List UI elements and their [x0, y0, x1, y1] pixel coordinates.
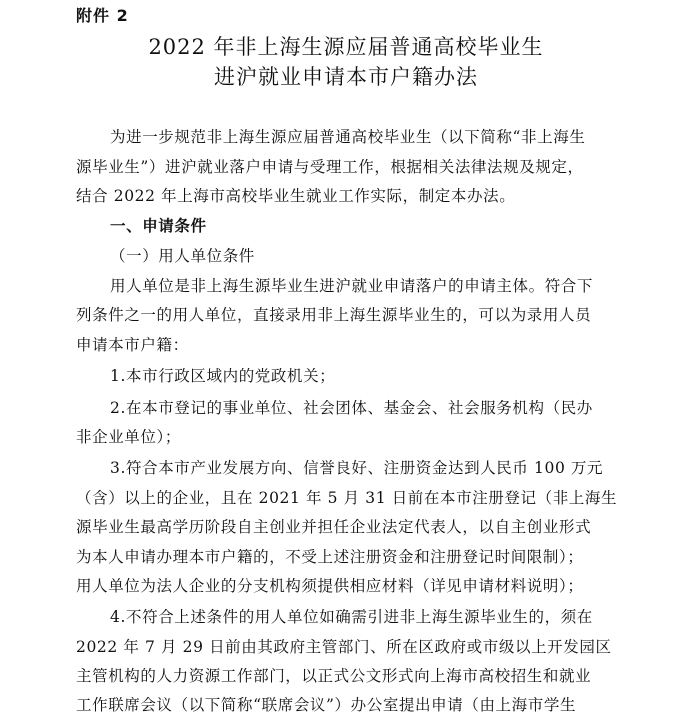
list-item-4-line-3: 主管机构的人力资源工作部门，以正式公文形式向上海市高校招生和就业 — [76, 667, 592, 685]
list-item-4-line-4: 工作联席会议（以下简称“联席会议”）办公室提出申请（由上海市学生 — [76, 696, 577, 714]
list-item-1: 1.本市行政区域内的党政机关； — [110, 367, 336, 385]
list-item-3-line-1: 3.符合本市产业发展方向、信誉良好、注册资金达到人民币 100 万元 — [110, 459, 604, 477]
document-title-line-1: 2022 年非上海生源应届普通高校毕业生 — [148, 35, 544, 59]
list-item-4-line-2: 2022 年 7 月 29 日前由其政府主管部门、所在区政府或市级以上开发园区 — [76, 638, 612, 656]
employer-paragraph-line-2: 列条件之一的用人单位，直接录用非上海生源毕业生的，可以为录用人员 — [76, 306, 592, 324]
subsection-heading-employer-conditions: （一）用人单位条件 — [110, 247, 255, 265]
employer-paragraph-line-3: 申请本市户籍： — [76, 336, 189, 354]
list-item-3-line-4: 为本人申请办理本市户籍的，不受上述注册资金和注册登记时间限制）； — [76, 548, 584, 566]
intro-paragraph-line-3: 结合 2022 年上海市高校毕业生就业工作实际，制定本办法。 — [76, 187, 516, 205]
document-title-line-2: 进沪就业申请本市户籍办法 — [214, 65, 478, 89]
employer-paragraph-line-1: 用人单位是非上海生源毕业生进沪就业申请落户的申请主体。符合下 — [110, 277, 594, 295]
attachment-label: 附件 2 — [76, 6, 129, 25]
list-item-4-line-1: 4.不符合上述条件的用人单位如确需引进非上海生源毕业生的，须在 — [110, 608, 593, 626]
section-heading-application-conditions: 一、申请条件 — [110, 217, 207, 235]
intro-paragraph-line-1: 为进一步规范非上海生源应届普通高校毕业生（以下简称“非上海生 — [110, 128, 586, 146]
list-item-3-line-5: 用人单位为法人企业的分支机构须提供相应材料（详见申请材料说明）； — [76, 577, 584, 595]
intro-paragraph-line-2: 源毕业生”）进沪就业落户申请与受理工作，根据相关法律法规及规定， — [76, 158, 584, 176]
list-item-2-line-2: 非企业单位）； — [76, 428, 181, 446]
list-item-3-line-2: （含）以上的企业，且在 2021 年 5 月 31 日前在本市注册登记（非上海生 — [76, 489, 618, 507]
list-item-2-line-1: 2.在本市登记的事业单位、社会团体、基金会、社会服务机构（民办 — [110, 399, 593, 417]
list-item-3-line-3: 源毕业生最高学历阶段自主创业并担任企业法定代表人，以自主创业形式 — [76, 518, 592, 536]
